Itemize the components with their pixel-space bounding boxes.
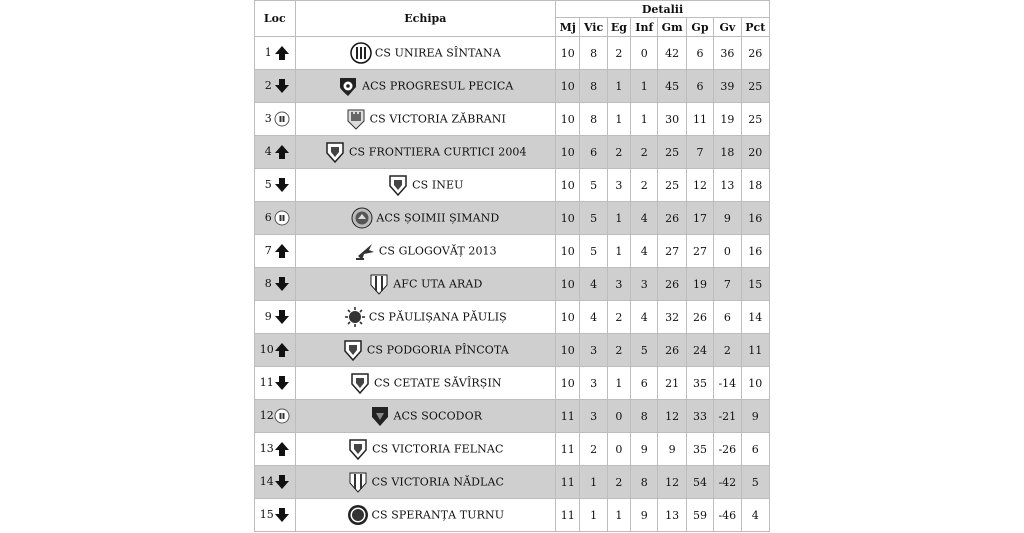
header-inf: Inf <box>631 18 658 37</box>
mj: 11 <box>556 499 580 532</box>
position: 2 <box>264 79 272 92</box>
gp: 24 <box>686 334 713 367</box>
team-cell[interactable] <box>295 235 556 268</box>
round-crest-icon <box>351 207 373 229</box>
eg: 1 <box>607 499 630 532</box>
shield-crest-icon <box>347 438 369 460</box>
standings-wrapper <box>254 0 770 532</box>
team-cell[interactable] <box>295 103 556 136</box>
st-round-crest-icon <box>347 504 369 526</box>
team-name: CS VICTORIA FELNAC <box>372 442 504 456</box>
team-name: AFC UTA ARAD <box>393 277 483 291</box>
table-row <box>255 367 770 400</box>
vic: 1 <box>580 499 607 532</box>
gp: 12 <box>686 169 713 202</box>
vic: 3 <box>580 334 607 367</box>
table-row <box>255 169 770 202</box>
eg: 2 <box>607 136 630 169</box>
vic: 5 <box>580 202 607 235</box>
eg: 3 <box>607 169 630 202</box>
gm: 45 <box>658 70 686 103</box>
vic: 5 <box>580 169 607 202</box>
bird-crest-icon <box>354 240 376 262</box>
vic: 8 <box>580 70 607 103</box>
vic: 3 <box>580 367 607 400</box>
team-cell[interactable] <box>295 37 556 70</box>
eg: 2 <box>607 37 630 70</box>
eg: 0 <box>607 400 630 433</box>
mj: 10 <box>556 334 580 367</box>
gv: -26 <box>714 433 741 466</box>
position-cell <box>255 37 296 70</box>
pct: 26 <box>741 37 769 70</box>
eg: 2 <box>607 334 630 367</box>
team-name: CS FRONTIERA CURTICI 2004 <box>348 145 527 159</box>
pct: 14 <box>741 301 769 334</box>
pct: 4 <box>741 499 769 532</box>
mj: 10 <box>556 367 580 400</box>
table-row <box>255 301 770 334</box>
table-row <box>255 400 770 433</box>
eg: 1 <box>607 103 630 136</box>
team-cell[interactable] <box>295 466 556 499</box>
team-name: CS SPERANȚA TURNU <box>371 508 505 522</box>
team-cell[interactable] <box>295 334 556 367</box>
gv: 6 <box>714 301 741 334</box>
vic: 1 <box>580 466 607 499</box>
position-cell <box>255 235 296 268</box>
mj: 10 <box>556 136 580 169</box>
position: 13 <box>259 442 274 455</box>
inf: 1 <box>631 70 658 103</box>
eg: 1 <box>607 235 630 268</box>
pct: 16 <box>741 235 769 268</box>
gp: 26 <box>686 301 713 334</box>
inf: 8 <box>631 466 658 499</box>
mj: 10 <box>556 70 580 103</box>
gv: 7 <box>714 268 741 301</box>
pct: 18 <box>741 169 769 202</box>
striped-crest-icon <box>347 471 369 493</box>
gv: 0 <box>714 235 741 268</box>
gv: -42 <box>714 466 741 499</box>
gv: -14 <box>714 367 741 400</box>
table-row <box>255 466 770 499</box>
position-cell <box>255 334 296 367</box>
trend-same-icon <box>274 111 290 127</box>
team-name: CS PĂULIȘANA PĂULIȘ <box>368 310 507 324</box>
trend-up-icon <box>274 144 290 160</box>
gm: 25 <box>658 136 686 169</box>
header-gv: Gv <box>714 18 741 37</box>
vic: 8 <box>580 37 607 70</box>
header-gp: Gp <box>686 18 713 37</box>
inf: 8 <box>631 400 658 433</box>
mj: 10 <box>556 202 580 235</box>
gv: 36 <box>714 37 741 70</box>
vic: 6 <box>580 136 607 169</box>
standings-body <box>255 37 770 532</box>
shield-crest-icon <box>387 174 409 196</box>
gp: 59 <box>686 499 713 532</box>
table-row <box>255 202 770 235</box>
position: 3 <box>264 112 272 125</box>
table-row <box>255 103 770 136</box>
vic: 5 <box>580 235 607 268</box>
mj: 10 <box>556 169 580 202</box>
team-name: ACS SOCODOR <box>393 409 483 423</box>
position-cell <box>255 499 296 532</box>
mj: 10 <box>556 37 580 70</box>
team-name: CS VICTORIA ZĂBRANI <box>369 112 506 126</box>
position: 11 <box>259 376 274 389</box>
inf: 6 <box>631 367 658 400</box>
striped-crest-icon <box>368 273 390 295</box>
eg: 3 <box>607 268 630 301</box>
dark-shield-crest-icon <box>369 405 391 427</box>
gm: 26 <box>658 334 686 367</box>
position: 1 <box>264 46 272 59</box>
gm: 42 <box>658 37 686 70</box>
mj: 11 <box>556 433 580 466</box>
gp: 6 <box>686 70 713 103</box>
shield-crest-icon <box>349 372 371 394</box>
inf: 9 <box>631 433 658 466</box>
gv: -46 <box>714 499 741 532</box>
gm: 21 <box>658 367 686 400</box>
inf: 4 <box>631 235 658 268</box>
eg: 1 <box>607 367 630 400</box>
gp: 33 <box>686 400 713 433</box>
table-row <box>255 235 770 268</box>
trend-same-icon <box>274 408 290 424</box>
position-cell <box>255 367 296 400</box>
team-name: ACS ȘOIMII ȘIMAND <box>376 211 500 225</box>
gm: 9 <box>658 433 686 466</box>
team-cell[interactable] <box>295 136 556 169</box>
shield-crest-icon <box>324 141 346 163</box>
mj: 10 <box>556 268 580 301</box>
trend-up-icon <box>274 45 290 61</box>
trend-up-icon <box>274 441 290 457</box>
inf: 4 <box>631 202 658 235</box>
gm: 26 <box>658 202 686 235</box>
trend-down-icon <box>274 78 290 94</box>
gp: 27 <box>686 235 713 268</box>
pct: 25 <box>741 103 769 136</box>
gv: 19 <box>714 103 741 136</box>
team-name: ACS PROGRESUL PECICA <box>362 79 514 93</box>
vic: 4 <box>580 268 607 301</box>
gm: 32 <box>658 301 686 334</box>
gp: 35 <box>686 433 713 466</box>
sun-crest-icon <box>344 306 366 328</box>
inf: 2 <box>631 169 658 202</box>
position-cell <box>255 466 296 499</box>
gp: 17 <box>686 202 713 235</box>
team-name: CS CETATE SĂVÎRȘIN <box>373 376 502 390</box>
pct: 9 <box>741 400 769 433</box>
inf: 9 <box>631 499 658 532</box>
trend-down-icon <box>274 309 290 325</box>
trend-same-icon <box>274 210 290 226</box>
pct: 11 <box>741 334 769 367</box>
mj: 10 <box>556 235 580 268</box>
position: 15 <box>259 508 274 521</box>
team-cell[interactable] <box>295 367 556 400</box>
header-gm: Gm <box>658 18 686 37</box>
trend-down-icon <box>274 507 290 523</box>
position-cell <box>255 136 296 169</box>
trend-up-icon <box>274 342 290 358</box>
gm: 12 <box>658 400 686 433</box>
team-name: CS INEU <box>412 178 464 192</box>
position-cell <box>255 202 296 235</box>
gm: 26 <box>658 268 686 301</box>
pct: 20 <box>741 136 769 169</box>
gp: 6 <box>686 37 713 70</box>
trend-down-icon <box>274 276 290 292</box>
gp: 54 <box>686 466 713 499</box>
team-cell[interactable] <box>295 70 556 103</box>
eg: 2 <box>607 466 630 499</box>
gv: 13 <box>714 169 741 202</box>
gm: 12 <box>658 466 686 499</box>
eg: 2 <box>607 301 630 334</box>
vic: 3 <box>580 400 607 433</box>
position-cell <box>255 400 296 433</box>
header-mj: Mj <box>556 18 580 37</box>
gv: 18 <box>714 136 741 169</box>
team-cell[interactable] <box>295 499 556 532</box>
team-cell[interactable] <box>295 433 556 466</box>
gm: 25 <box>658 169 686 202</box>
trend-up-icon <box>274 243 290 259</box>
team-cell[interactable] <box>295 301 556 334</box>
inf: 1 <box>631 103 658 136</box>
header-pct: Pct <box>741 18 769 37</box>
position: 4 <box>264 145 272 158</box>
pct: 16 <box>741 202 769 235</box>
gm: 13 <box>658 499 686 532</box>
castle-crest-icon <box>345 108 367 130</box>
team-cell[interactable] <box>295 169 556 202</box>
table-row <box>255 433 770 466</box>
pct: 25 <box>741 70 769 103</box>
team-name: CS PODGORIA PÎNCOTA <box>366 343 509 357</box>
inf: 3 <box>631 268 658 301</box>
position: 7 <box>264 244 272 257</box>
mj: 10 <box>556 301 580 334</box>
gv: 39 <box>714 70 741 103</box>
red-black-crest-icon <box>350 42 372 64</box>
header-team: Echipa <box>295 1 556 37</box>
header-loc: Loc <box>255 1 296 37</box>
pct: 5 <box>741 466 769 499</box>
gp: 19 <box>686 268 713 301</box>
team-name: CS VICTORIA NĂDLAC <box>371 475 505 489</box>
inf: 4 <box>631 301 658 334</box>
table-row <box>255 334 770 367</box>
gv: 9 <box>714 202 741 235</box>
pct: 15 <box>741 268 769 301</box>
ball-crest-icon <box>337 75 359 97</box>
position: 9 <box>264 310 272 323</box>
trend-down-icon <box>274 474 290 490</box>
position-cell <box>255 169 296 202</box>
gv: -21 <box>714 400 741 433</box>
gv: 2 <box>714 334 741 367</box>
gm: 30 <box>658 103 686 136</box>
table-row <box>255 499 770 532</box>
position-cell <box>255 70 296 103</box>
table-row <box>255 268 770 301</box>
position-cell <box>255 433 296 466</box>
position: 12 <box>259 409 274 422</box>
gm: 27 <box>658 235 686 268</box>
mj: 11 <box>556 400 580 433</box>
header-eg: Eg <box>607 18 630 37</box>
eg: 1 <box>607 202 630 235</box>
team-cell[interactable] <box>295 268 556 301</box>
position: 10 <box>259 343 274 356</box>
position: 5 <box>264 178 272 191</box>
position-cell <box>255 301 296 334</box>
inf: 0 <box>631 37 658 70</box>
inf: 5 <box>631 334 658 367</box>
position-cell <box>255 103 296 136</box>
gp: 35 <box>686 367 713 400</box>
table-row <box>255 70 770 103</box>
eg: 0 <box>607 433 630 466</box>
header-vic: Vic <box>580 18 607 37</box>
team-name: CS GLOGOVĂȚ 2013 <box>378 244 497 258</box>
standings-table <box>254 0 770 532</box>
eg: 1 <box>607 70 630 103</box>
mj: 10 <box>556 103 580 136</box>
position: 6 <box>264 211 272 224</box>
position: 14 <box>259 475 274 488</box>
team-cell[interactable] <box>295 202 556 235</box>
gp: 11 <box>686 103 713 136</box>
pct: 6 <box>741 433 769 466</box>
table-row <box>255 37 770 70</box>
inf: 2 <box>631 136 658 169</box>
vic: 2 <box>580 433 607 466</box>
team-name: CS UNIREA SÎNTANA <box>374 46 501 60</box>
pct: 10 <box>741 367 769 400</box>
gp: 7 <box>686 136 713 169</box>
vic: 4 <box>580 301 607 334</box>
vic: 8 <box>580 103 607 136</box>
trend-down-icon <box>274 177 290 193</box>
mj: 11 <box>556 466 580 499</box>
position: 8 <box>264 277 272 290</box>
table-row <box>255 136 770 169</box>
trend-down-icon <box>274 375 290 391</box>
shield-crest-icon <box>342 339 364 361</box>
position-cell <box>255 268 296 301</box>
header-details: Detalii <box>556 1 770 18</box>
team-cell[interactable] <box>295 400 556 433</box>
